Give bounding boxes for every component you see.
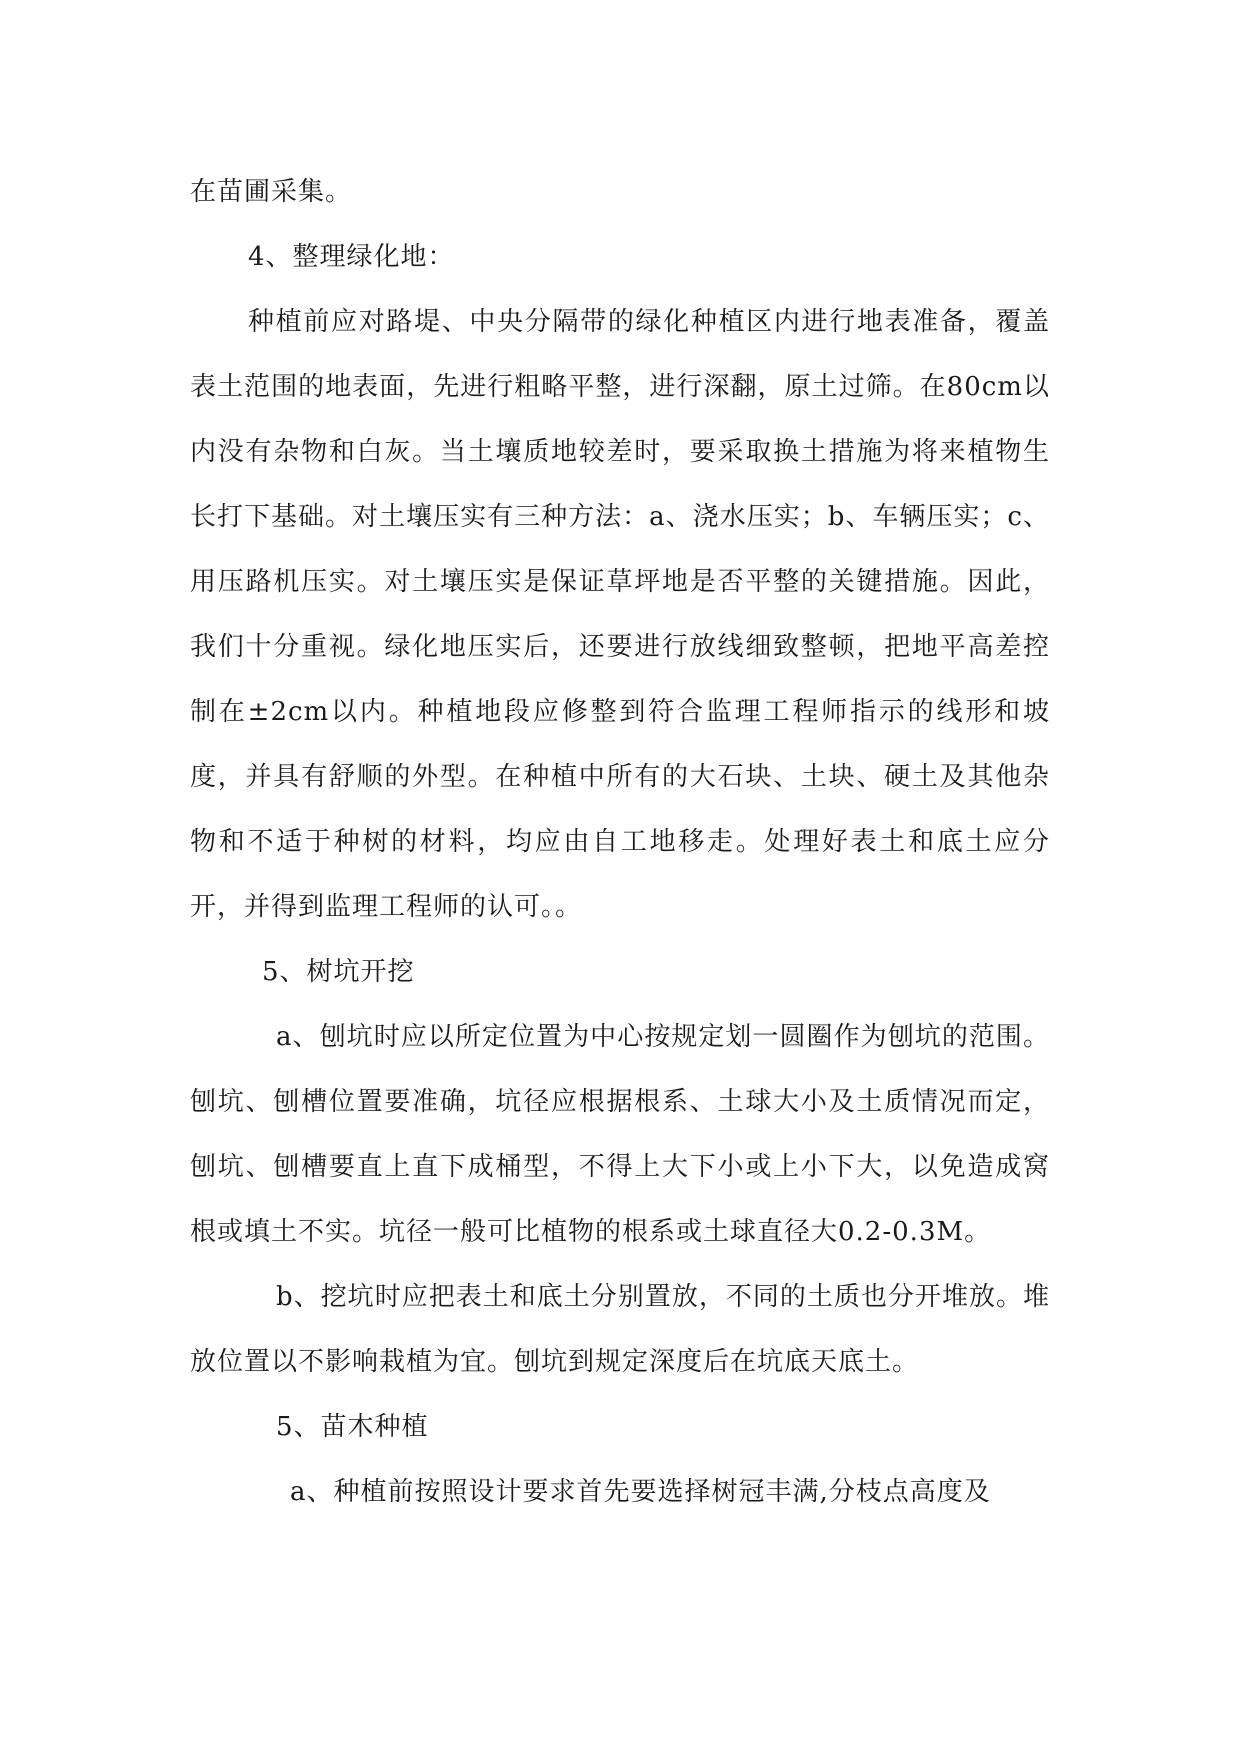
paragraph-greenland-prep: 种植前应对路堤、中央分隔带的绿化种植区内进行地表准备，覆盖表土范围的地表面，先进行粗略平整，进行深翻，原土过筛。在80cm以内没有杂物和白灰。当土壤质地较差时，要采取换土措施为将来植物生长打下基础。对土壤压实有三种方法：a、浇水压实；b、车辆压实；c、用压路机压实。对土壤压实是保证草坪地是否平整的关键措施。因此，我们十分重视。绿化地压实后，还要进行放线细致整顿，把地平高差控制在±2cm以内。种植地段应修整到符合监理工程师指示的线形和坡度，并具有舒顺的外型。在种植中所有的大石块、土块、硬土及其他杂物和不适于种树的材料，均应由自工地移走。处理好表土和底土应分开，并得到监理工程师的认可。。 [190, 307, 1050, 922]
document-body [190, 160, 1050, 1525]
paragraph-planting-a: a、种植前按照设计要求首先要选择树冠丰满,分枝点高度及 [290, 1477, 991, 1507]
paragraph-continuation: 在苗圃采集。 [190, 177, 353, 207]
paragraph-pit-b: b、挖坑时应把表土和底土分别置放，不同的土质也分开堆放。堆放位置以不影响栽植为宜。刨坑到规定深度后在坑底天底土。 [190, 1282, 1050, 1377]
section-heading-4: 4、整理绿化地： [248, 242, 455, 272]
section-heading-5-pit: 5、树坑开挖 [262, 957, 415, 987]
paragraph-pit-a: a、刨坑时应以所定位置为中心按规定划一圆圈作为刨坑的范围。刨坑、刨槽位置要准确，坑径应根据根系、土球大小及土质情况而定，刨坑、刨槽要直上直下成桶型，不得上大下小或上小下大，以免造成窝根或填土不实。坑径一般可比植物的根系或土球直径大0.2-0.3M。 [190, 1022, 1050, 1247]
section-heading-5-planting: 5、苗木种植 [276, 1412, 429, 1442]
